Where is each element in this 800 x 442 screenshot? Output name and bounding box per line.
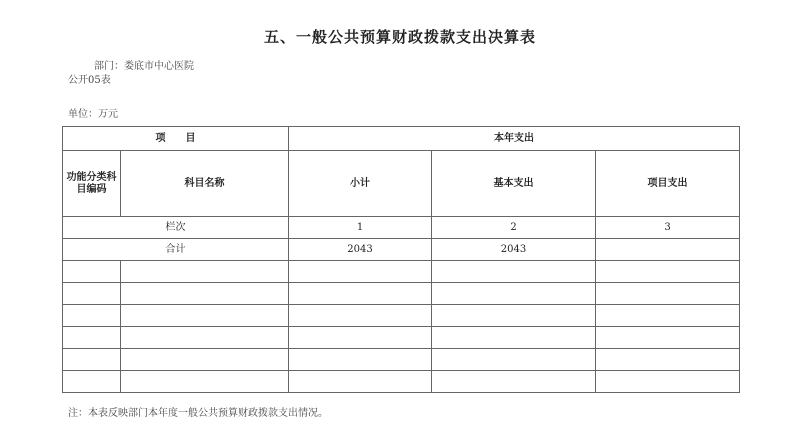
row-index-label: 栏次: [63, 217, 289, 239]
total-label: 合计: [63, 239, 289, 261]
department-label: 部门：娄底市中心医院: [94, 61, 194, 72]
row-index: [63, 217, 740, 239]
col-subject-name: 科目名称: [121, 151, 289, 217]
table-row: [63, 349, 740, 371]
col-project-expenditure: 项目支出: [596, 151, 740, 217]
total-project: [596, 239, 740, 261]
header-row-columns: [63, 151, 740, 217]
table-row: [63, 283, 740, 305]
footnote: 注：本表反映部门本年度一般公共预算财政拨款支出情况。: [68, 408, 328, 419]
table-row: [63, 305, 740, 327]
total-subtotal: 2043: [289, 239, 432, 261]
document-number: 公开05表: [68, 75, 111, 86]
unit-label: 单位：万元: [68, 109, 118, 120]
col-subtotal: 小计: [289, 151, 432, 217]
table-row: [63, 371, 740, 393]
col-function-code: 功能分类科目编码: [63, 151, 121, 217]
header-row-top: [63, 127, 740, 151]
index-2: 2: [432, 217, 596, 239]
report-title: 五、一般公共预算财政拨款支出决算表: [263, 28, 536, 46]
header-item: 项 目: [63, 127, 289, 151]
expenditure-table: [62, 126, 740, 393]
total-basic: 2043: [432, 239, 596, 261]
table-row: [63, 261, 740, 283]
header-current-year: 本年支出: [289, 127, 740, 151]
col-basic-expenditure: 基本支出: [432, 151, 596, 217]
index-3: 3: [596, 217, 740, 239]
index-1: 1: [289, 217, 432, 239]
row-total: [63, 239, 740, 261]
table-row: [63, 327, 740, 349]
